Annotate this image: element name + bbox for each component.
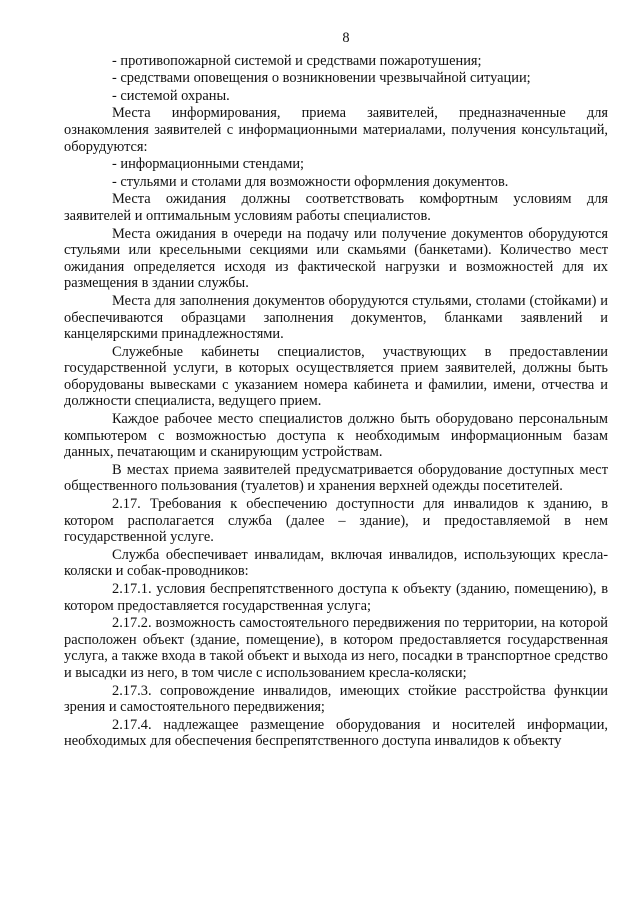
paragraph: Места информирования, приема заявителей, предназначенные для ознакомления заявителей с информационными материалами, получения консультаций, оборудуются: xyxy=(64,105,608,155)
list-item: - информационными стендами; xyxy=(112,156,305,173)
list-item: - противопожарной системой и средствами пожаротушения; xyxy=(112,52,482,69)
paragraph: Места для заполнения документов оборудуются стульями, столами (стойками) и обеспечиваются образцами заполнения документов, бланками заявлений и канцелярскими принадлежностями. xyxy=(64,292,608,343)
paragraph: 2.17.1. условия беспрепятственного доступа к объекту (зданию, помещению), в котором предоставляется государственная услуга; xyxy=(64,581,608,614)
paragraph: Места ожидания в очереди на подачу или получение документов оборудуются стульями или кресельными секциями или скамьями (банкетами). Количество мест ожидания определяется исходя из фактической нагрузки и возможностей для их размещения в здании службы. xyxy=(64,225,608,292)
paragraph: Служба обеспечивает инвалидам, включая инвалидов, использующих кресла-коляски и собак-проводников: xyxy=(64,546,608,580)
list-item: - стульями и столами для возможности оформления документов. xyxy=(112,173,509,190)
paragraph: Каждое рабочее место специалистов должно быть оборудовано персональным компьютером с возможностью доступа к необходимым информационным базам данных, печатающим и сканирующим устройствам. xyxy=(64,411,608,461)
paragraph: 2.17.3. сопровождение инвалидов, имеющих стойкие расстройства функции зрения и самостоятельного передвижения; xyxy=(64,682,608,716)
document-body xyxy=(64,53,608,750)
list-item: - средствами оповещения о возникновении чрезвычайной ситуации; xyxy=(112,70,531,87)
list-item: - системой охраны. xyxy=(112,87,230,104)
paragraph: 2.17.4. надлежащее размещение оборудования и носителей информации, необходимых для обеспечения беспрепятственного доступа инвалидов к объекту xyxy=(64,716,608,750)
paragraph: Места ожидания должны соответствовать комфортным условиям для заявителей и оптимальным условиям работы специалистов. xyxy=(64,191,608,224)
paragraph: 2.17.2. возможность самостоятельного передвижения по территории, на которой расположен объект (здание, помещение), в котором предоставляется государственная услуга, а также входа в такой объект и выхода из него, посадки в транспортное средство и высадки из него, в том числе с использованием кресла-коляски; xyxy=(64,615,608,681)
page-number: 8 xyxy=(342,30,350,46)
paragraph: 2.17. Требования к обеспечению доступности для инвалидов к зданию, в котором располагается служба (далее – здание), и предоставляемой в нем государственной услуге. xyxy=(64,496,608,546)
paragraph: Служебные кабинеты специалистов, участвующих в предоставлении государственной услуги, в которых осуществляется прием заявителей, должны быть оборудованы вывесками с указанием номера кабинета и фамилии, имени, отчества и должности специалиста, ведущего прием. xyxy=(64,343,608,410)
paragraph: В местах приема заявителей предусматривается оборудование доступных мест общественного пользования (туалетов) и хранения верхней одежды посетителей. xyxy=(64,461,608,495)
